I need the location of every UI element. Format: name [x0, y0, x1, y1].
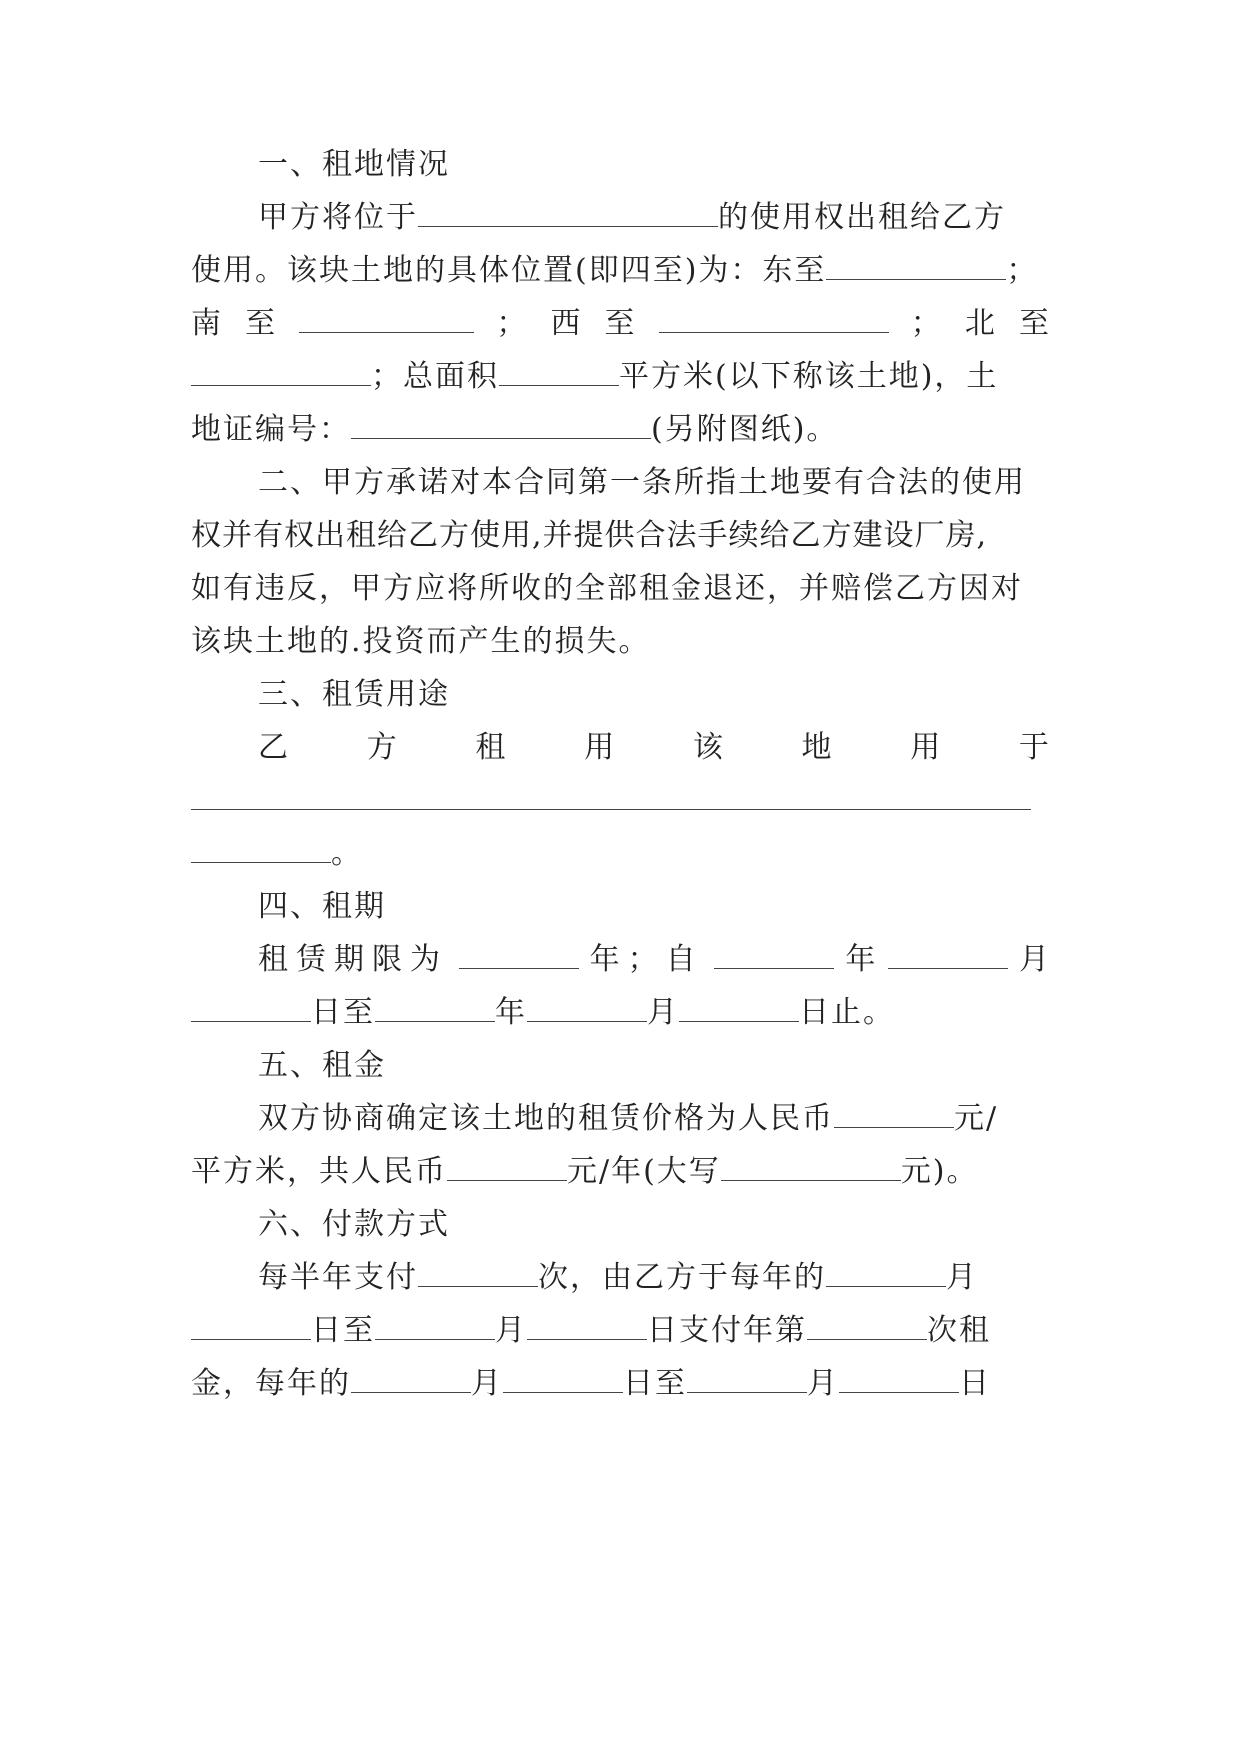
- fill-blank: [191, 1309, 311, 1340]
- paragraph-line-boundaries: 南 至 ； 西 至 ； 北 至: [191, 302, 1051, 346]
- fill-blank: [888, 938, 1008, 969]
- fill-blank: [839, 1362, 959, 1393]
- section-heading-1: 一、租地情况: [258, 147, 450, 182]
- paragraph-line: 地证编号： (另附图纸)。: [191, 408, 1051, 452]
- fill-blank: [459, 938, 579, 969]
- section-heading-6: 六、付款方式: [258, 1207, 450, 1242]
- paragraph-line: 如有违反，甲方应将所收的全部租金退还，并赔偿乙方因对: [191, 571, 1023, 606]
- paragraph-line: 租赁期限为 年；自 年 月: [258, 938, 1051, 982]
- fill-blank: [721, 1150, 901, 1181]
- fill-blank: [826, 1256, 946, 1287]
- paragraph-line: 每半年支付 次，由乙方于每年的 月: [258, 1256, 1051, 1300]
- fill-blank: [714, 938, 834, 969]
- fill-blank: [807, 1309, 927, 1340]
- fill-blank: [351, 1362, 471, 1393]
- fill-blank: [299, 302, 474, 333]
- paragraph-line: 二、甲方承诺对本合同第一条所指土地要有合法的使用: [258, 465, 1026, 500]
- paragraph-line-spaced: 乙 方 租 用 该 地 用 于: [258, 730, 1051, 765]
- fill-blank: [418, 1256, 538, 1287]
- section-heading-5: 五、租金: [258, 1048, 386, 1083]
- paragraph-line: 日至 月 日支付年第 次租: [191, 1309, 1051, 1353]
- paragraph-line: [191, 779, 1051, 823]
- fill-blank: [191, 355, 371, 386]
- fill-blank: [351, 408, 651, 439]
- paragraph-line: ；总面积 平方米(以下称该土地)，土: [191, 355, 1051, 399]
- fill-blank: [826, 249, 1006, 280]
- section-heading-3: 三、租赁用途: [258, 677, 450, 712]
- paragraph-line: 。: [191, 832, 1051, 876]
- paragraph-line: 金，每年的 月 日至 月 日: [191, 1362, 1051, 1406]
- fill-blank: [834, 1097, 954, 1128]
- paragraph-line: 平方米，共人民币 元/年(大写 元)。: [191, 1150, 1051, 1194]
- fill-blank: [418, 196, 718, 227]
- fill-blank: [447, 1150, 567, 1181]
- fill-blank: [375, 991, 495, 1022]
- paragraph-line: 该块土地的.投资而产生的损失。: [191, 624, 651, 659]
- fill-blank: [527, 991, 647, 1022]
- fill-blank-long: [191, 779, 1031, 810]
- section-heading-4: 四、租期: [258, 889, 386, 924]
- fill-blank: [375, 1309, 495, 1340]
- fill-blank: [659, 302, 889, 333]
- paragraph-line: 日至 年 月 日止。: [191, 991, 1051, 1035]
- fill-blank: [687, 1362, 807, 1393]
- paragraph-line: 双方协商确定该土地的租赁价格为人民币 元/: [258, 1097, 1051, 1141]
- fill-blank: [191, 832, 331, 863]
- fill-blank: [679, 991, 799, 1022]
- fill-blank: [527, 1309, 647, 1340]
- fill-blank: [499, 355, 619, 386]
- fill-blank: [503, 1362, 623, 1393]
- paragraph-line: 甲方将位于 的使用权出租给乙方: [258, 196, 1051, 240]
- paragraph-line: 权并有权出租给乙方使用,并提供合法手续给乙方建设厂房,: [191, 518, 988, 553]
- paragraph-line: 使用。该块土地的具体位置(即四至)为：东至 ；: [191, 249, 1051, 293]
- fill-blank: [191, 991, 311, 1022]
